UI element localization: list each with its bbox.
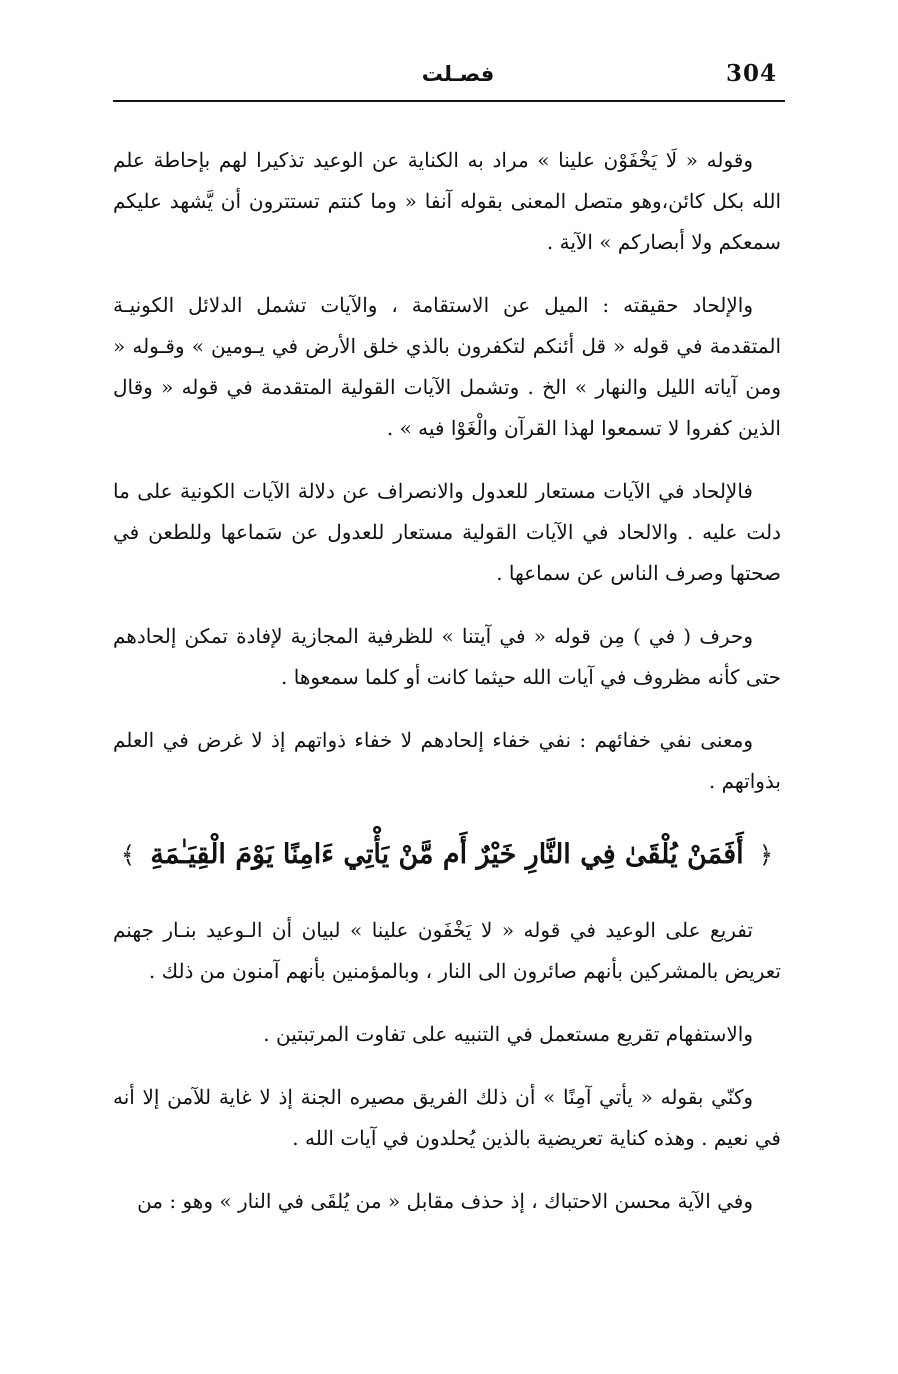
paragraph-5: ومعنى نفي خفائهم : نفي خفاء إلحادهم لا خفاء ذواتهم إذ لا غرض في العلم بذواتهم .: [113, 728, 781, 793]
paragraph-9: وفي الآية محسن الاحتباك ، إذ حذف مقابل « من يُلقَى في النار » وهو : من: [137, 1189, 753, 1213]
verse-text: أَفَمَنْ يُلْقَىٰ فِي النَّارِ خَيْرٌ أَم مَّنْ يَأْتِي ءَامِنًا يَوْمَ الْقِيَـٰمَةِ: [150, 839, 744, 870]
running-title: فصـلت: [421, 62, 495, 86]
paragraph-6: تفريع على الوعيد في قوله « لا يَخْفَون علينا » لبيان أن الـوعيد بنـار جهنم تعريض بالمشركين بأنهم صائرون الى النار ، وبالمؤمنين بأنهم آمنون من ذلك .: [113, 918, 781, 983]
paragraph-7: والاستفهام تقريع مستعمل في التنبيه على تفاوت المرتبتين .: [263, 1022, 753, 1046]
paragraph-8: وكنّي بقوله « يأتي آمِنًا » أن ذلك الفريق مصيره الجنة إذ لا غاية للآمن إلا أنه في نعيم . وهذه كناية تعريضية بالذين يُحلدون في آيات الله .: [113, 1085, 781, 1150]
page-header: [113, 58, 785, 98]
quran-verse: [113, 830, 781, 880]
paragraph-2: والإلحاد حقيقته : الميل عن الاستقامة ، والآيات تشمل الدلائل الكونيـة المتقدمة في قوله « قل أئنكم لتكفرون بالذي خلق الأرض في يـومين » وقـوله « ومن آياته الليل والنهار » الخ . وتشمل الآيات القولية المتقدمة في قوله « وقال الذين كفروا لا تسمعوا لهذا القرآن والْغَوْا فيه » .: [113, 293, 781, 440]
page-body: [113, 140, 781, 1244]
verse-close-ornament: ﴾: [120, 841, 135, 869]
page-number: 304: [725, 60, 777, 87]
paragraph-1: وقوله « لَا يَخْفَوْن علينا » مراد به الكناية عن الوعيد تذكيرا لهم بإحاطة علم الله بكل كائن،وهو متصل المعنى بقوله آنفا « وما كنتم تستترون أن يَّشهد عليكم سمعكم ولا أبصاركم » الآية .: [113, 148, 781, 254]
header-rule: [113, 100, 785, 102]
paragraph-3: فالإلحاد في الآيات مستعار للعدول والانصراف عن دلالة الآيات الكونية على ما دلت عليه . والالحاد في الآيات القولية مستعار للعدول عن سَماعها وللطعن في صحتها وصرف الناس عن سماعها .: [113, 479, 781, 585]
paragraph-4: وحرف ( في ) مِن قوله « في آيتنا » للظرفية المجازية لإفادة تمكن إلحادهم حتى كأنه مظروف في آيات الله حيثما كانت أو كلما سمعوها .: [113, 624, 781, 689]
verse-open-ornament: ﴿: [759, 841, 774, 869]
